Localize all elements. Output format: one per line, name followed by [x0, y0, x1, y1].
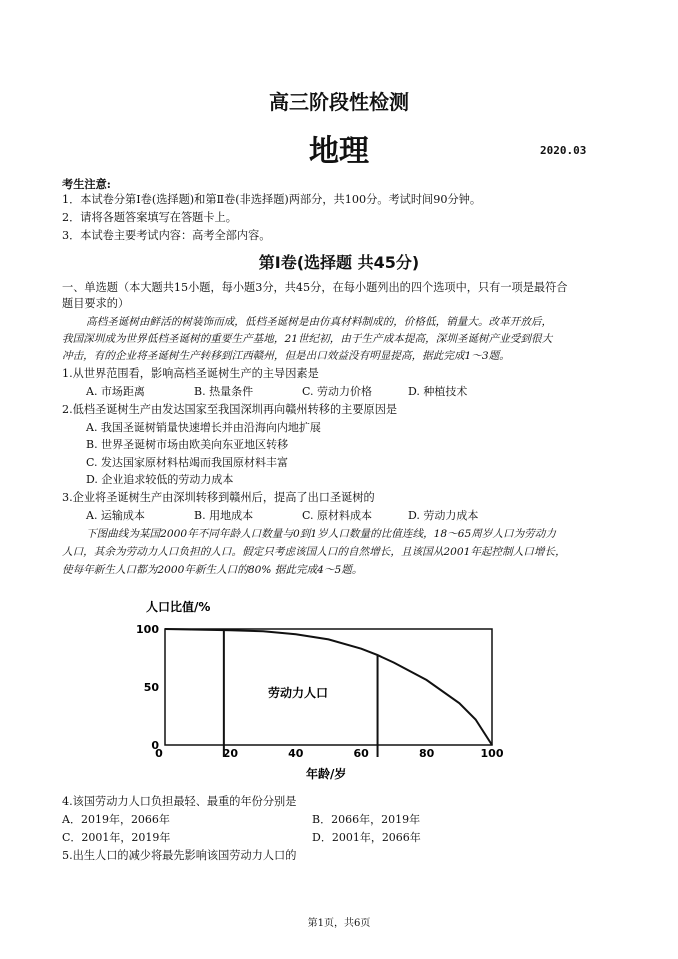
passage2-line2: 人口，其余为劳动力人口负担的人口。假定只考虑该国人口的自然增长，且该国从2001年起控制人口增长， — [62, 546, 566, 558]
notice-heading: 考生注意: — [62, 177, 111, 191]
passage1-line1: 高档圣诞树由鲜活的树装饰而成，低档圣诞树是由仿真材料制成的，价格低，销量大。改革开放后， — [86, 316, 553, 328]
passage1-line3: 冲击，有的企业将圣诞树生产转移到江西赣州，但是出口效益没有明显提高，据此完成1～3题。 — [62, 350, 510, 362]
x-tick-label: 0 — [155, 747, 163, 760]
q3-option-b: B. 用地成本 — [194, 509, 254, 522]
notice-item-1: 1．本试卷分第Ⅰ卷(选择题)和第Ⅱ卷(非选择题)两部分，共100分。考试时间90分钟。 — [62, 193, 482, 206]
notice-item-2: 2．请将各题答案填写在答题卡上。 — [62, 211, 237, 224]
q4-option-b: B．2066年，2019年 — [312, 813, 421, 826]
q2-option-d: D. 企业追求较低的劳动力成本 — [86, 473, 234, 486]
population-ratio-curve — [165, 629, 492, 745]
labor-population-label: 劳动力人口 — [268, 686, 329, 700]
q1-option-d: D. 种植技术 — [408, 385, 468, 398]
chart-xlabel: 年龄/岁 — [306, 767, 347, 781]
x-tick-label: 100 — [480, 747, 504, 760]
y-tick-label: 50 — [143, 681, 159, 694]
x-tick-label: 20 — [222, 747, 239, 760]
passage2-line1: 下图曲线为某国2000年不同年龄人口数量与0到1岁人口数量的比值连线，18～65周岁人口为劳动力 — [86, 528, 556, 540]
q1-stem: 1.从世界范围看，影响高档圣诞树生产的主导因素是 — [62, 367, 319, 380]
exam-title: 高三阶段性检测 — [269, 90, 409, 114]
section-title: 第Ⅰ卷(选择题 共45分) — [258, 253, 420, 272]
x-tick-label: 80 — [418, 747, 435, 760]
q5-stem: 5.出生人口的减少将最先影响该国劳动力人口的 — [62, 849, 297, 862]
passage1-line2: 我国深圳成为世界低档圣诞树的重要生产基地，21世纪初，由于生产成本提高，深圳圣诞树产业受到很大 — [62, 333, 553, 345]
section-instruction-line2: 题目要求的） — [62, 297, 130, 310]
q1-option-a: A. 市场距离 — [86, 385, 145, 398]
chart-ylabel: 人口比值/% — [146, 600, 211, 614]
q4-stem: 4.该国劳动力人口负担最轻、最重的年份分别是 — [62, 795, 297, 808]
y-tick-label: 100 — [136, 623, 159, 636]
q3-option-c: C. 原材料成本 — [302, 509, 373, 522]
x-tick-label: 60 — [353, 747, 369, 760]
x-tick-label: 40 — [288, 747, 304, 760]
q2-stem: 2.低档圣诞树生产由发达国家至我国深圳再向赣州转移的主要原因是 — [62, 403, 398, 416]
passage2-line3: 使每年新生人口都为2000年新生人口的80% 据此完成4～5题。 — [62, 564, 363, 576]
q3-option-a: A. 运输成本 — [86, 509, 145, 522]
page-footer: 第1页，共6页 — [307, 918, 371, 929]
q4-option-a: A．2019年，2066年 — [62, 813, 170, 826]
y-tick-label: 0 — [151, 739, 159, 752]
q1-option-b: B. 热量条件 — [194, 385, 254, 398]
q3-option-d: D. 劳动力成本 — [408, 509, 479, 522]
q2-option-b: B. 世界圣诞树市场由欧美向东亚地区转移 — [86, 438, 289, 451]
notice-item-3: 3．本试卷主要考试内容：高考全部内容。 — [62, 229, 271, 242]
exam-date: 2020.03 — [540, 144, 587, 157]
q4-option-c: C．2001年，2019年 — [62, 831, 171, 844]
q2-option-a: A. 我国圣诞树销量快速增长并由沿海向内地扩展 — [86, 421, 321, 434]
q2-option-c: C. 发达国家原材料枯竭而我国原材料丰富 — [86, 456, 289, 469]
q3-stem: 3.企业将圣诞树生产由深圳转移到赣州后，提高了出口圣诞树的 — [62, 491, 375, 504]
q4-option-d: D．2001年，2066年 — [312, 831, 421, 844]
population-chart — [0, 590, 678, 790]
section-instruction-line1: 一、单选题（本大题共15小题，每小题3分，共45分，在每小题列出的四个选项中，只有一项是最符合 — [62, 281, 568, 294]
q1-option-c: C. 劳动力价格 — [302, 385, 373, 398]
subject-title: 地理 — [309, 134, 369, 169]
chart-frame — [165, 629, 492, 745]
